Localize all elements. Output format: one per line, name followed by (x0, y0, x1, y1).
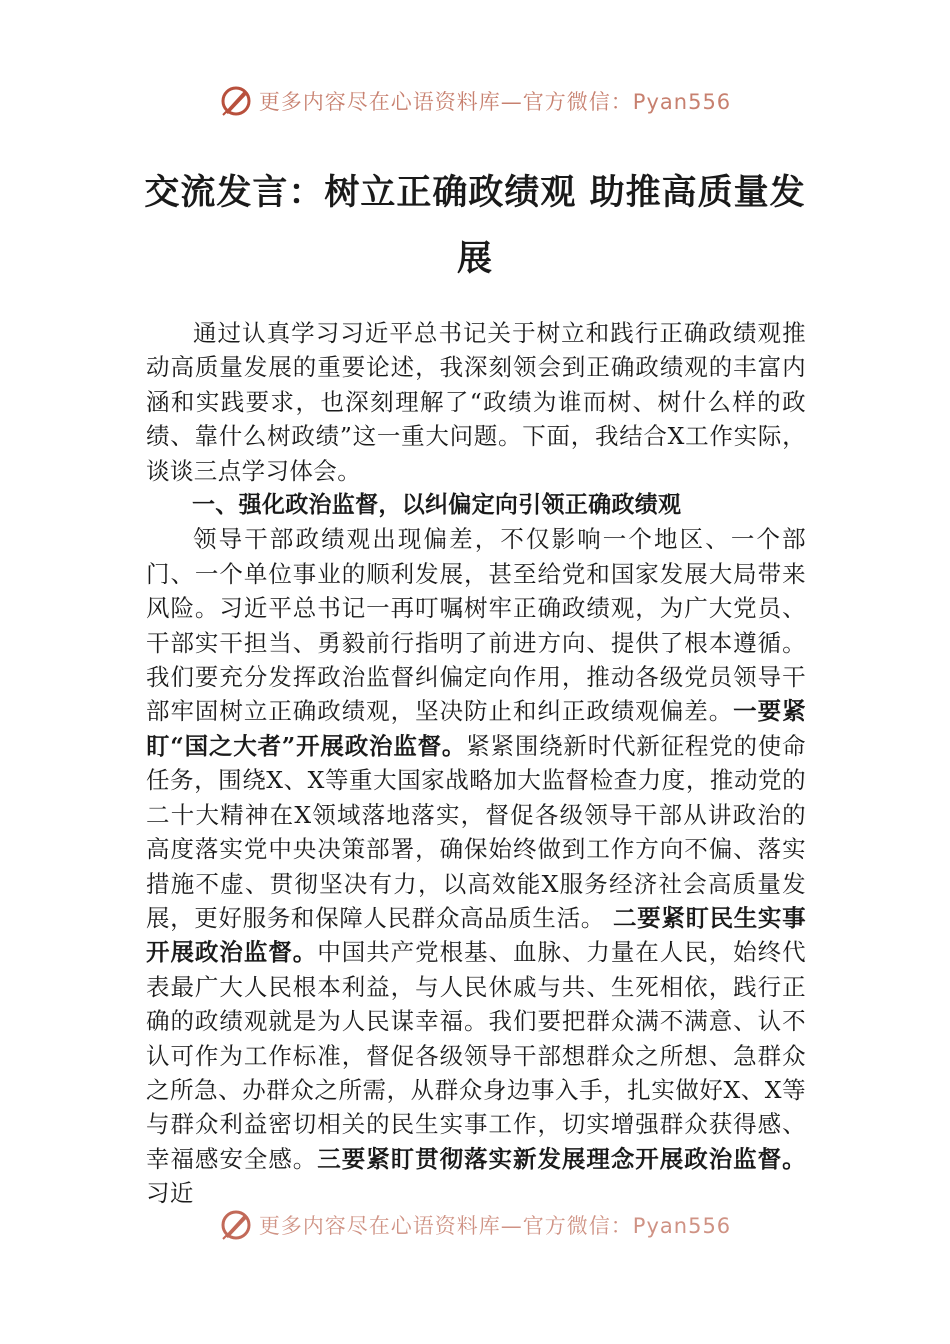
watermark-footer (0, 1208, 950, 1242)
section-1-paragraph (146, 522, 806, 1210)
watermark-text: 更多内容尽在心语资料库—官方微信：Pyan556 (258, 1214, 732, 1238)
document-body (146, 316, 806, 1211)
watermark-text: 更多内容尽在心语资料库—官方微信：Pyan556 (258, 90, 732, 114)
point-heading-2: 二要紧盯民生实事开展政治监督。 (146, 903, 806, 967)
section-heading-1: 一、强化政治监督，以纠偏定向引领正确政绩观 (192, 492, 682, 519)
paragraph-text: 紧紧围绕新时代新征程党的使命任务，围绕X、X等重大国家战略加大监督检查力度，推动党的二十大精神在X领域落地落实，督促各级领导干部从讲政治的高度落实党中央决策部署，确保始终做到工作方向不偏、落实措施不虚、贯彻坚决有力，以高效能X服务经济社会高质量发展，更好服务和保障人民群众高品质生活。 (146, 731, 806, 932)
paragraph-text: 习近 (146, 1179, 194, 1208)
pen-logo-icon (219, 1208, 253, 1242)
watermark-header (0, 84, 950, 118)
pen-logo-icon (219, 84, 253, 118)
point-heading-1: 一要紧盯“国之大者”开展政治监督。 (146, 697, 807, 760)
paragraph-text: 中国共产党根基、血脉、力量在人民，始终代表最广大人民根本利益，与人民休戚与共、生死相依，践行正确的政绩观就是为人民谋幸福。我们要把群众满不满意、认不认可作为工作标准，督促各级领导干部想群众之所想、急群众之所急、办群众之所需，从群众身边事入手，扎实做好X、X等与群众利益密切相关的民生实事工作，切实增强群众获得感、幸福感安全感。 (146, 938, 806, 1173)
intro-paragraph: 通过认真学习习近平总书记关于树立和践行正确政绩观推动高质量发展的重要论述，我深刻领会到正确政绩观的丰富内涵和实践要求，也深刻理解了“政绩为谁而树、树什么样的政绩、靠什么树政绩”这一重大问题。下面，我结合X工作实际，谈谈三点学习体会。 (146, 319, 806, 485)
paragraph-text: 领导干部政绩观出现偏差，不仅影响一个地区、一个部门、一个单位事业的顺利发展，甚至给党和国家发展大局带来风险。习近平总书记一再叮嘱树牢正确政绩观，为广大党员、干部实干担当、勇毅前行指明了前进方向、提供了根本遵循。我们要充分发挥政治监督纠偏定向作用，推动各级党员领导干部牢固树立正确政绩观，坚决防止和纠正政绩观偏差。 (146, 525, 806, 726)
document-title: 交流发言：树立正确政绩观 助推高质量发展 (144, 172, 806, 279)
point-heading-3: 三要紧盯贯彻落实新发展理念开展政治监督。 (317, 1144, 806, 1173)
